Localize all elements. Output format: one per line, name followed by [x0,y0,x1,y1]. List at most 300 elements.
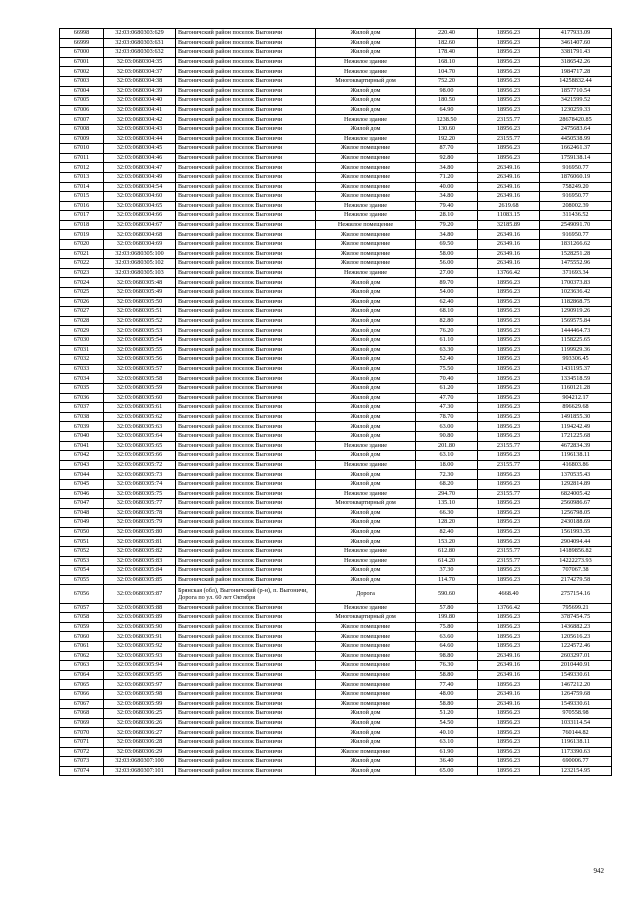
area-cell: 78.70 [416,412,478,422]
cadastral-number-cell: 32:03:0680305:63 [104,422,176,432]
table-row [60,766,612,776]
object-type-cell: Жилое помещение [316,182,416,192]
table-row [60,441,612,451]
object-type-cell: Жилой дом [316,355,416,365]
address-cell: Выгоничский район поселок Выгоничи [176,192,316,202]
address-cell: Выгоничский район поселок Выгоничи [176,201,316,211]
cadastral-number-cell: 32:03:0680305:48 [104,278,176,288]
address-cell: Выгоничский район поселок Выгоничи [176,268,316,278]
row-number-cell: 67000 [60,48,104,58]
specific-value-cell: 18956.23 [478,67,540,77]
cadastral-value-cell: 1876060.19 [540,172,612,182]
property-table [59,28,612,776]
object-type-cell: Жилое помещение [316,240,416,250]
object-type-cell: Жилой дом [316,412,416,422]
address-cell: Выгоничский район поселок Выгоничи [176,556,316,566]
object-type-cell: Жилой дом [316,537,416,547]
area-cell: 114.70 [416,575,478,585]
object-type-cell: Многоквартирный дом [316,76,416,86]
table-row [60,670,612,680]
cadastral-value-cell: 1569575.84 [540,316,612,326]
area-cell: 40.10 [416,728,478,738]
specific-value-cell: 18956.23 [478,153,540,163]
cadastral-value-cell: 1264759.68 [540,689,612,699]
specific-value-cell: 18956.23 [478,326,540,336]
row-number-cell: 67001 [60,57,104,67]
object-type-cell: Жилой дом [316,316,416,326]
cadastral-value-cell: 1334518.59 [540,374,612,384]
specific-value-cell: 26349.16 [478,163,540,173]
address-cell: Выгоничский район поселок Выгоничи [176,182,316,192]
address-cell: Выгоничский район поселок Выгоничи [176,489,316,499]
object-type-cell: Нежилое здание [316,603,416,613]
specific-value-cell: 18956.23 [478,403,540,413]
area-cell: 63.60 [416,632,478,642]
cadastral-number-cell: 32:03:0680306:27 [104,728,176,738]
object-type-cell: Нежилое здание [316,460,416,470]
table-row [60,537,612,547]
area-cell: 199.80 [416,613,478,623]
address-cell: Выгоничский район поселок Выгоничи [176,431,316,441]
address-cell: Выгоничский район поселок Выгоничи [176,124,316,134]
cadastral-value-cell: 707067.38 [540,566,612,576]
specific-value-cell: 13766.42 [478,268,540,278]
object-type-cell: Жилой дом [316,288,416,298]
address-cell: Выгоничский район поселок Выгоничи [176,642,316,652]
address-cell: Выгоничский район поселок Выгоничи [176,689,316,699]
cadastral-value-cell: 1528251.28 [540,249,612,259]
object-type-cell: Жилое помещение [316,172,416,182]
cadastral-value-cell: 758249.20 [540,182,612,192]
area-cell: 58.80 [416,670,478,680]
row-number-cell: 67036 [60,393,104,403]
specific-value-cell: 23155.77 [478,556,540,566]
table-row [60,508,612,518]
row-number-cell: 67048 [60,508,104,518]
table-row [60,613,612,623]
address-cell: Выгоничский район поселок Выгоничи [176,307,316,317]
specific-value-cell: 4668.40 [478,585,540,603]
cadastral-number-cell: 32:03:0680305:53 [104,326,176,336]
row-number-cell: 66999 [60,38,104,48]
cadastral-value-cell: 208002.39 [540,201,612,211]
object-type-cell: Жилой дом [316,393,416,403]
cadastral-number-cell: 32:03:0680305:79 [104,518,176,528]
address-cell: Выгоничский район поселок Выгоничи [176,508,316,518]
row-number-cell: 67006 [60,105,104,115]
area-cell: 40.00 [416,182,478,192]
area-cell: 752.20 [416,76,478,86]
object-type-cell: Жилой дом [316,29,416,39]
area-cell: 89.70 [416,278,478,288]
specific-value-cell: 23155.77 [478,134,540,144]
object-type-cell: Жилой дом [316,48,416,58]
object-type-cell: Жилое помещение [316,680,416,690]
area-cell: 56.00 [416,259,478,269]
specific-value-cell: 18956.23 [478,537,540,547]
cadastral-value-cell: 896629.68 [540,403,612,413]
area-cell: 28.10 [416,211,478,221]
object-type-cell: Жилое помещение [316,699,416,709]
area-cell: 98.80 [416,651,478,661]
row-number-cell: 67029 [60,326,104,336]
specific-value-cell: 23155.77 [478,547,540,557]
table-row [60,172,612,182]
specific-value-cell: 18956.23 [478,613,540,623]
table-row [60,518,612,528]
area-cell: 64.90 [416,105,478,115]
cadastral-number-cell: 32:03:0680304:67 [104,220,176,230]
row-number-cell: 67052 [60,547,104,557]
object-type-cell: Нежилое здание [316,211,416,221]
specific-value-cell: 26349.16 [478,699,540,709]
specific-value-cell: 32185.89 [478,220,540,230]
cadastral-number-cell: 32:03:0680305:98 [104,689,176,699]
area-cell: 34.80 [416,163,478,173]
specific-value-cell: 18956.23 [478,566,540,576]
cadastral-number-cell: 32:03:0680305:83 [104,556,176,566]
address-cell: Выгоничский район поселок Выгоничи [176,336,316,346]
cadastral-number-cell: 32:03:0680305:82 [104,547,176,557]
cadastral-number-cell: 32:03:0680305:84 [104,566,176,576]
cadastral-number-cell: 32:03:0680304:44 [104,134,176,144]
specific-value-cell: 18956.23 [478,431,540,441]
cadastral-value-cell: 1662461.37 [540,144,612,154]
row-number-cell: 67012 [60,163,104,173]
row-number-cell: 67027 [60,307,104,317]
object-type-cell: Жилой дом [316,737,416,747]
row-number-cell: 67062 [60,651,104,661]
area-cell: 130.60 [416,124,478,134]
cadastral-value-cell: 1196138.11 [540,737,612,747]
specific-value-cell: 18956.23 [478,96,540,106]
object-type-cell: Жилое помещение [316,153,416,163]
table-row [60,163,612,173]
specific-value-cell: 26349.16 [478,689,540,699]
object-type-cell: Жилой дом [316,105,416,115]
specific-value-cell: 18956.23 [478,345,540,355]
table-row [60,632,612,642]
row-number-cell: 67063 [60,661,104,671]
object-type-cell: Жилой дом [316,451,416,461]
cadastral-value-cell: 904212.17 [540,393,612,403]
cadastral-value-cell: 2549091.70 [540,220,612,230]
cadastral-value-cell: 1033114.54 [540,718,612,728]
area-cell: 71.20 [416,172,478,182]
cadastral-value-cell: 1194242.49 [540,422,612,432]
table-row [60,115,612,125]
area-cell: 590.60 [416,585,478,603]
address-cell: Выгоничский район поселок Выгоничи [176,613,316,623]
table-row [60,689,612,699]
table-row [60,622,612,632]
cadastral-value-cell: 795699.21 [540,603,612,613]
area-cell: 182.60 [416,38,478,48]
row-number-cell: 67038 [60,412,104,422]
row-number-cell: 67044 [60,470,104,480]
specific-value-cell: 18956.23 [478,316,540,326]
object-type-cell: Жилое помещение [316,144,416,154]
table-row [60,393,612,403]
row-number-cell: 67074 [60,766,104,776]
object-type-cell: Жилой дом [316,345,416,355]
area-cell: 104.70 [416,67,478,77]
cadastral-value-cell: 1759138.14 [540,153,612,163]
table-row [60,38,612,48]
cadastral-number-cell: 32:03:0680305:50 [104,297,176,307]
table-row [60,326,612,336]
cadastral-number-cell: 32:03:0680304:37 [104,67,176,77]
area-cell: 153.20 [416,537,478,547]
area-cell: 34.80 [416,230,478,240]
address-cell: Выгоничский район поселок Выгоничи [176,172,316,182]
specific-value-cell: 18956.23 [478,737,540,747]
specific-value-cell: 26349.16 [478,240,540,250]
cadastral-number-cell: 32:03:0680305:57 [104,364,176,374]
specific-value-cell: 18956.23 [478,336,540,346]
specific-value-cell: 18956.23 [478,766,540,776]
row-number-cell: 67031 [60,345,104,355]
object-type-cell: Жилое помещение [316,651,416,661]
area-cell: 201.80 [416,441,478,451]
cadastral-number-cell: 32:03:0680305:56 [104,355,176,365]
page-number: 942 [593,867,604,875]
row-number-cell: 67053 [60,556,104,566]
cadastral-value-cell: 1196138.11 [540,451,612,461]
row-number-cell: 67042 [60,451,104,461]
object-type-cell: Жилой дом [316,278,416,288]
cadastral-value-cell: 311436.52 [540,211,612,221]
row-number-cell: 67025 [60,288,104,298]
cadastral-number-cell: 32:03:0680306:26 [104,718,176,728]
cadastral-number-cell: 32:03:0680305:74 [104,479,176,489]
specific-value-cell: 26349.16 [478,182,540,192]
object-type-cell: Жилой дом [316,575,416,585]
specific-value-cell: 18956.23 [478,508,540,518]
address-cell: Выгоничский район поселок Выгоничи [176,115,316,125]
object-type-cell: Жилой дом [316,96,416,106]
specific-value-cell: 18956.23 [478,747,540,757]
object-type-cell: Нежилое здание [316,115,416,125]
cadastral-value-cell: 416803.86 [540,460,612,470]
object-type-cell: Жилой дом [316,383,416,393]
area-cell: 62.40 [416,297,478,307]
object-type-cell: Многоквартирный дом [316,613,416,623]
area-cell: 82.80 [416,316,478,326]
row-number-cell: 67007 [60,115,104,125]
area-cell: 47.70 [416,393,478,403]
area-cell: 75.50 [416,364,478,374]
cadastral-number-cell: 32:03:0680304:38 [104,76,176,86]
area-cell: 65.00 [416,766,478,776]
row-number-cell: 67026 [60,297,104,307]
address-cell: Выгоничский район поселок Выгоничи [176,38,316,48]
object-type-cell: Нежилое здание [316,489,416,499]
cadastral-number-cell: 32:03:0680305:73 [104,470,176,480]
address-cell: Выгоничский район поселок Выгоничи [176,393,316,403]
cadastral-number-cell: 32:03:0680306:28 [104,737,176,747]
address-cell: Выгоничский район поселок Выгоничи [176,670,316,680]
specific-value-cell: 23155.77 [478,460,540,470]
cadastral-number-cell: 32:03:0680305:66 [104,451,176,461]
address-cell: Выгоничский район поселок Выгоничи [176,527,316,537]
row-number-cell: 67004 [60,86,104,96]
address-cell: Выгоничский район поселок Выгоничи [176,757,316,767]
row-number-cell: 67049 [60,518,104,528]
specific-value-cell: 26349.16 [478,192,540,202]
specific-value-cell: 18956.23 [478,48,540,58]
area-cell: 54.00 [416,288,478,298]
table-row [60,268,612,278]
row-number-cell: 67057 [60,603,104,613]
cadastral-number-cell: 32:03:0680304:49 [104,172,176,182]
table-row [60,29,612,39]
address-cell: Выгоничский район поселок Выгоничи [176,211,316,221]
row-number-cell: 67033 [60,364,104,374]
cadastral-value-cell: 1467212.20 [540,680,612,690]
row-number-cell: 67067 [60,699,104,709]
cadastral-number-cell: 32:03:0680303:631 [104,38,176,48]
specific-value-cell: 18956.23 [478,57,540,67]
address-cell: Выгоничский район поселок Выгоничи [176,680,316,690]
cadastral-number-cell: 32:03:0680304:46 [104,153,176,163]
area-cell: 128.20 [416,518,478,528]
address-cell: Выгоничский район поселок Выгоничи [176,153,316,163]
cadastral-value-cell: 2430188.69 [540,518,612,528]
cadastral-number-cell: 32:03:0680305:92 [104,642,176,652]
area-cell: 58.00 [416,249,478,259]
area-cell: 76.30 [416,661,478,671]
row-number-cell: 67034 [60,374,104,384]
specific-value-cell: 18956.23 [478,718,540,728]
area-cell: 92.80 [416,153,478,163]
table-row [60,747,612,757]
cadastral-number-cell: 32:03:0680305:88 [104,603,176,613]
address-cell: Выгоничский район поселок Выгоничи [176,718,316,728]
cadastral-number-cell: 32:03:0680304:45 [104,144,176,154]
address-cell: Выгоничский район поселок Выгоничи [176,699,316,709]
table-row [60,757,612,767]
object-type-cell: Жилое помещение [316,642,416,652]
cadastral-value-cell: 970558.98 [540,709,612,719]
cadastral-value-cell: 4672834.39 [540,441,612,451]
address-cell: Выгоничский район поселок Выгоничи [176,403,316,413]
object-type-cell: Жилой дом [316,728,416,738]
cadastral-number-cell: 32:03:0680305:60 [104,393,176,403]
specific-value-cell: 18956.23 [478,76,540,86]
cadastral-number-cell: 32:03:0680305:90 [104,622,176,632]
cadastral-value-cell: 1160121.28 [540,383,612,393]
table-row [60,57,612,67]
object-type-cell: Нежилое здание [316,556,416,566]
cadastral-value-cell: 1491855.30 [540,412,612,422]
area-cell: 180.50 [416,96,478,106]
cadastral-number-cell: 32:03:0680303:629 [104,29,176,39]
object-type-cell: Нежилое здание [316,268,416,278]
cadastral-value-cell: 760144.82 [540,728,612,738]
row-number-cell: 67054 [60,566,104,576]
address-cell: Выгоничский район поселок Выгоничи [176,603,316,613]
cadastral-number-cell: 32:03:0680305:61 [104,403,176,413]
area-cell: 61.10 [416,336,478,346]
table-row [60,105,612,115]
object-type-cell: Жилой дом [316,718,416,728]
address-cell: Выгоничский район поселок Выгоничи [176,316,316,326]
object-type-cell: Нежилое здание [316,134,416,144]
specific-value-cell: 18956.23 [478,374,540,384]
row-number-cell: 67070 [60,728,104,738]
table-row [60,460,612,470]
table-row [60,76,612,86]
row-number-cell: 67019 [60,230,104,240]
address-cell: Выгоничский район поселок Выгоничи [176,622,316,632]
area-cell: 76.20 [416,326,478,336]
table-row [60,374,612,384]
cadastral-value-cell: 1984717.28 [540,67,612,77]
specific-value-cell: 18956.23 [478,86,540,96]
table-row [60,661,612,671]
object-type-cell: Жилое помещение [316,192,416,202]
table-row [60,566,612,576]
area-cell: 37.30 [416,566,478,576]
object-type-cell: Жилой дом [316,479,416,489]
cadastral-value-cell: 1475552.96 [540,259,612,269]
row-number-cell: 67020 [60,240,104,250]
cadastral-value-cell: 2475683.64 [540,124,612,134]
cadastral-number-cell: 32:03:0680304:42 [104,115,176,125]
address-cell: Выгоничский район поселок Выгоничи [176,479,316,489]
table-row [60,297,612,307]
object-type-cell: Жилое помещение [316,259,416,269]
cadastral-number-cell: 32:03:0680304:39 [104,86,176,96]
cadastral-number-cell: 32:03:0680304:41 [104,105,176,115]
row-number-cell: 67030 [60,336,104,346]
row-number-cell: 67023 [60,268,104,278]
area-cell: 168.10 [416,57,478,67]
object-type-cell: Жилой дом [316,124,416,134]
cadastral-value-cell: 3461407.60 [540,38,612,48]
row-number-cell: 67024 [60,278,104,288]
address-cell: Выгоничский район поселок Выгоничи [176,728,316,738]
cadastral-number-cell: 32:03:0680305:64 [104,431,176,441]
area-cell: 612.80 [416,547,478,557]
object-type-cell: Жилой дом [316,518,416,528]
row-number-cell: 67069 [60,718,104,728]
specific-value-cell: 2619.68 [478,201,540,211]
cadastral-number-cell: 32:03:0680305:87 [104,585,176,603]
table-row [60,124,612,134]
specific-value-cell: 18956.23 [478,642,540,652]
cadastral-number-cell: 32:03:0680305:65 [104,441,176,451]
object-type-cell: Жилое помещение [316,632,416,642]
cadastral-value-cell: 2560986.67 [540,499,612,509]
row-number-cell: 67046 [60,489,104,499]
table-row [60,479,612,489]
object-type-cell: Нежилое здание [316,441,416,451]
cadastral-number-cell: 32:03:0680305:91 [104,632,176,642]
table-row [60,431,612,441]
object-type-cell: Дорога [316,585,416,603]
address-cell: Выгоничский район поселок Выгоничи [176,297,316,307]
area-cell: 72.30 [416,470,478,480]
specific-value-cell: 26349.16 [478,661,540,671]
table-row [60,48,612,58]
table-row [60,709,612,719]
address-cell: Выгоничский район поселок Выгоничи [176,499,316,509]
cadastral-value-cell: 1173390.63 [540,747,612,757]
area-cell: 82.40 [416,527,478,537]
table-row [60,737,612,747]
